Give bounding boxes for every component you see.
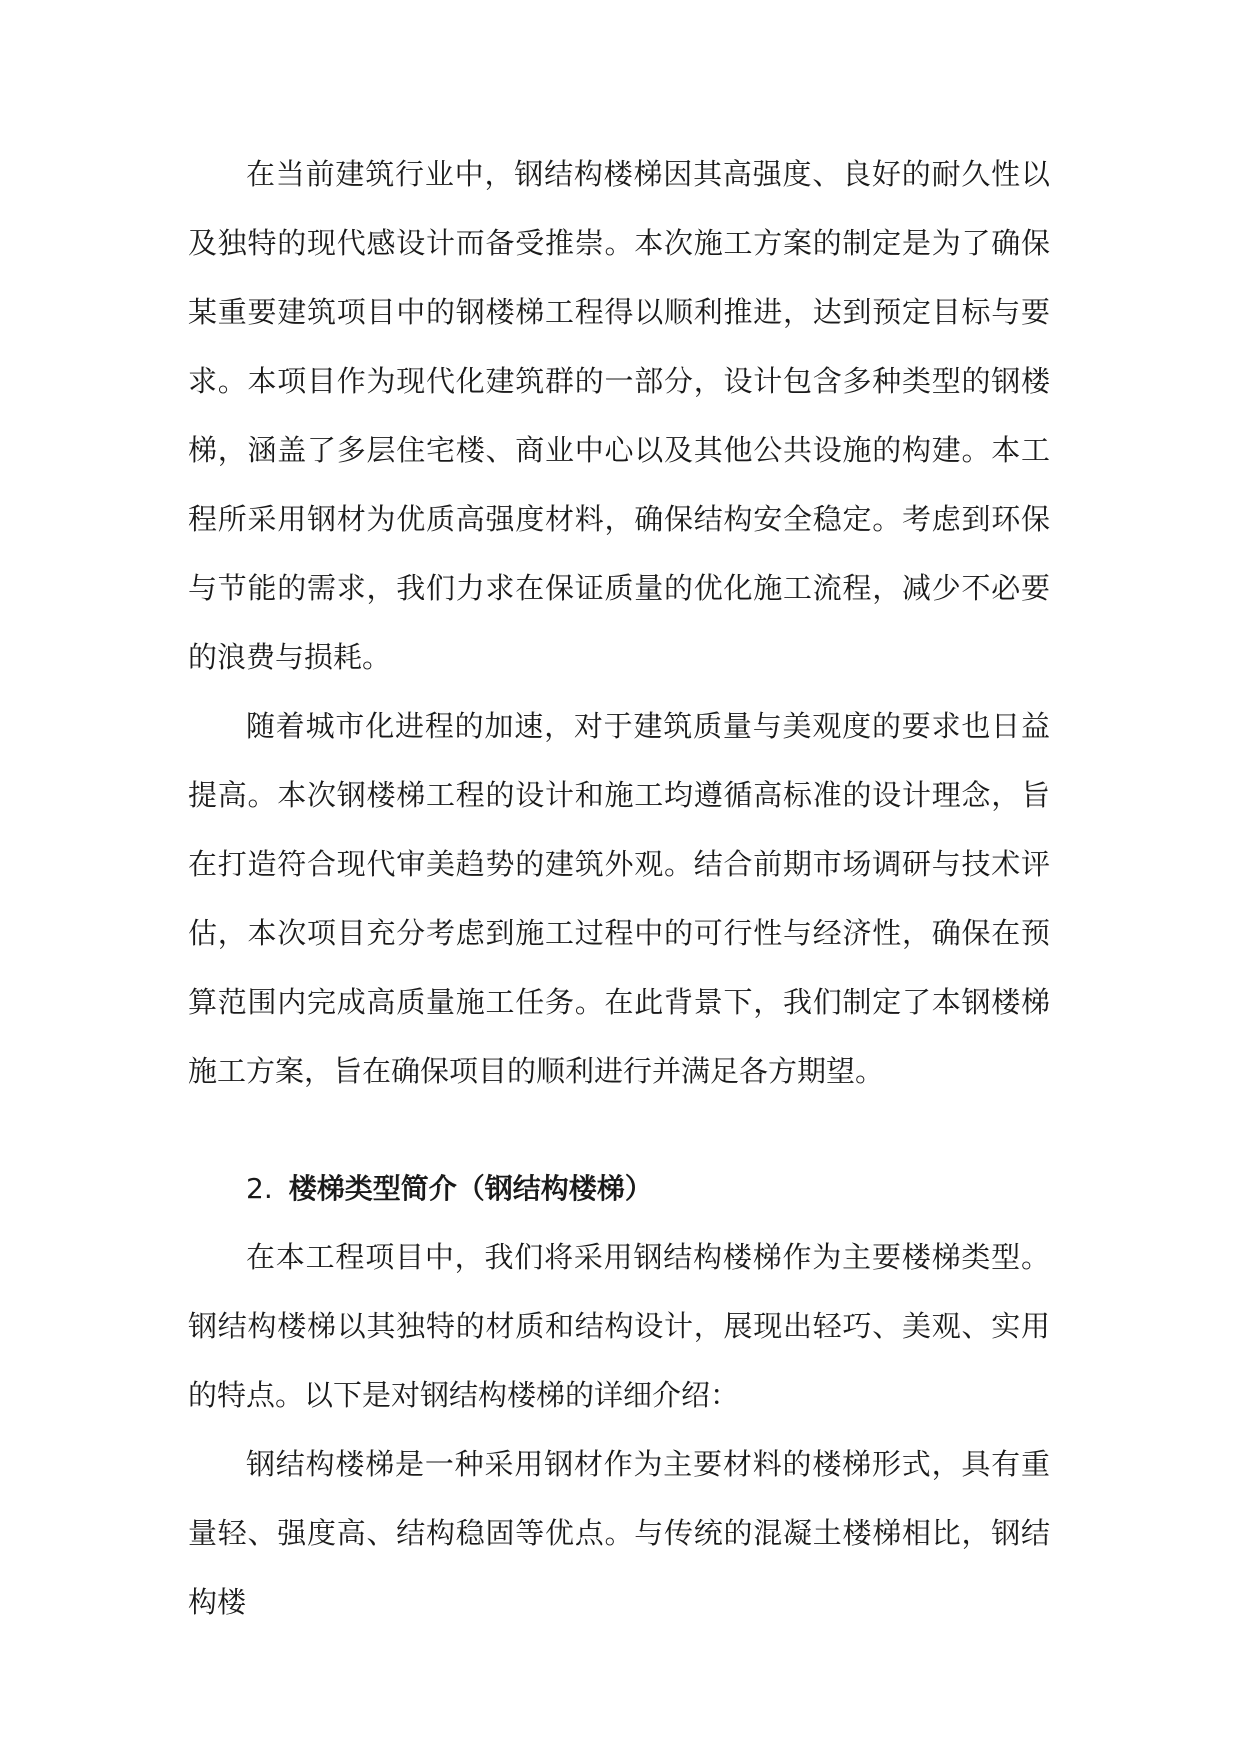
section-number: 2. <box>246 1172 273 1205</box>
paragraph-project-overview: 在当前建筑行业中，钢结构楼梯因其高强度、良好的耐久性以及独特的现代感设计而备受推崇。本次施工方案的制定是为了确保某重要建筑项目中的钢楼梯工程得以顺利推进，达到预定目标与要求。本项目作为现代化建筑群的一部分，设计包含多种类型的钢楼梯，涵盖了多层住宅楼、商业中心以及其他公共设施的构建。本工程所采用钢材为优质高强度材料，确保结构安全稳定。考虑到环保与节能的需求，我们力求在保证质量的优化施工流程，减少不必要的浪费与损耗。 <box>188 157 1050 674</box>
paragraph-stair-type-intro: 在本工程项目中，我们将采用钢结构楼梯作为主要楼梯类型。钢结构楼梯以其独特的材质和结构设计，展现出轻巧、美观、实用的特点。以下是对钢结构楼梯的详细介绍： <box>188 1240 1050 1412</box>
document-body <box>188 140 1050 1637</box>
section-title: 楼梯类型简介（钢结构楼梯） <box>288 1172 653 1205</box>
paragraph-steel-stair-description: 钢结构楼梯是一种采用钢材作为主要材料的楼梯形式，具有重量轻、强度高、结构稳固等优点。与传统的混凝土楼梯相比，钢结构楼 <box>188 1447 1050 1619</box>
paragraph-background: 随着城市化进程的加速，对于建筑质量与美观度的要求也日益提高。本次钢楼梯工程的设计和施工均遵循高标准的设计理念，旨在打造符合现代审美趋势的建筑外观。结合前期市场调研与技术评估，本次项目充分考虑到施工过程中的可行性与经济性，确保在预算范围内完成高质量施工任务。在此背景下，我们制定了本钢楼梯施工方案，旨在确保项目的顺利进行并满足各方期望。 <box>188 709 1050 1088</box>
section-heading <box>188 1154 1050 1223</box>
